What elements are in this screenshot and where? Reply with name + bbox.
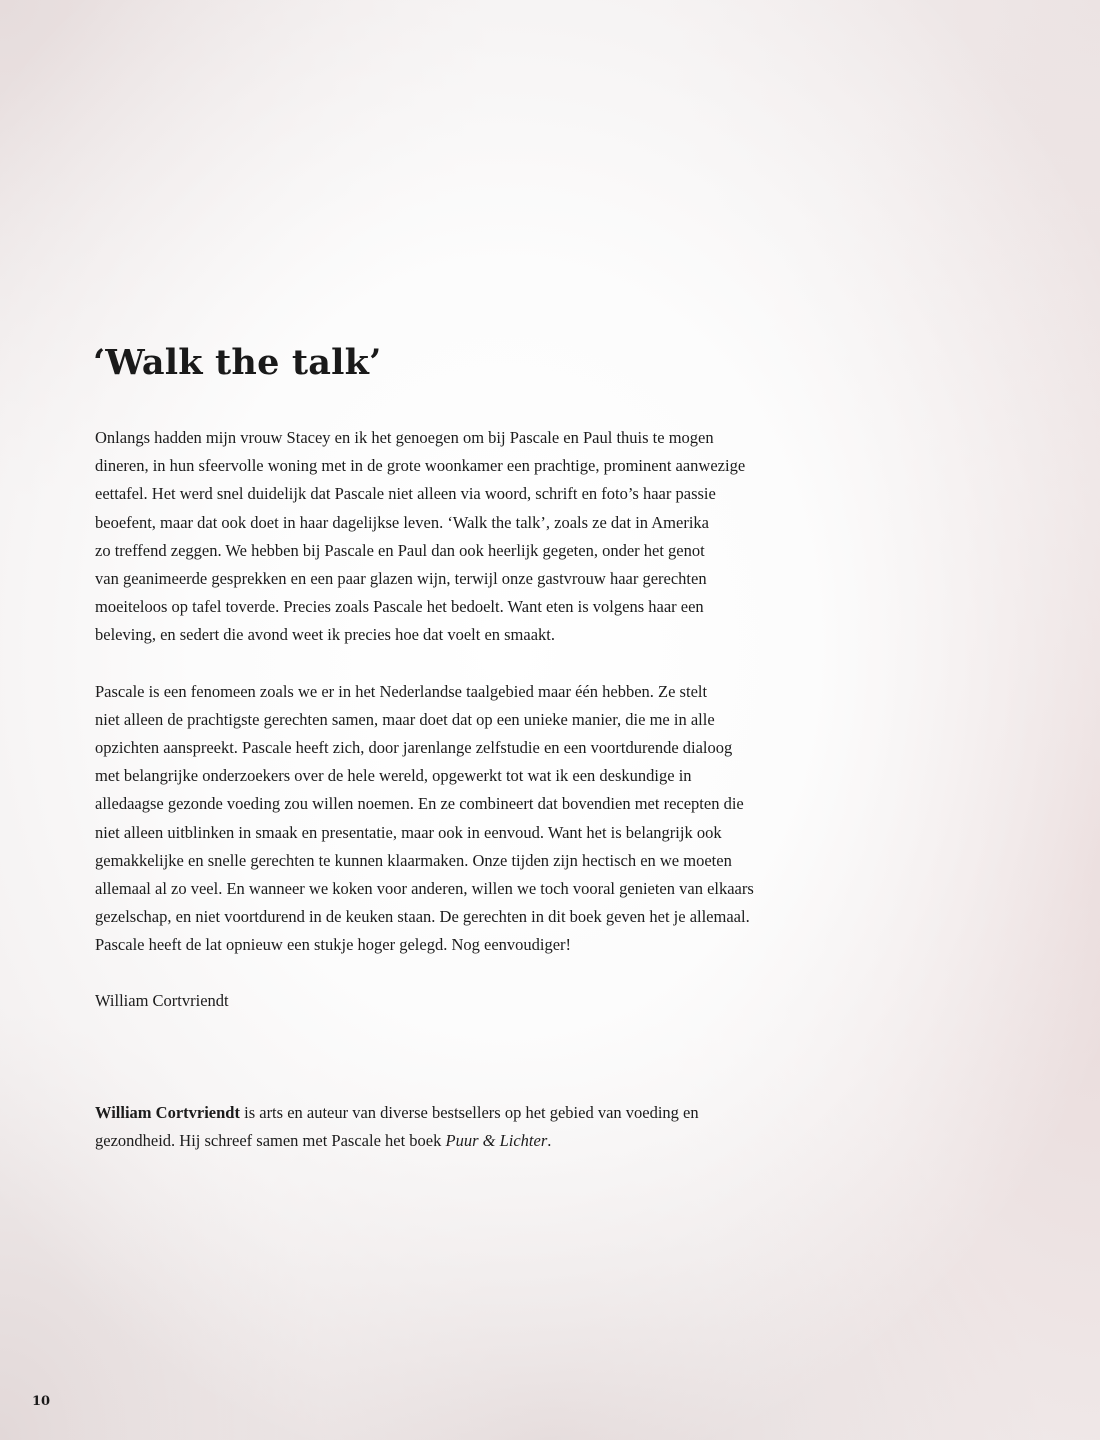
bio-text: .	[547, 1131, 552, 1151]
foreword-body	[95, 424, 875, 960]
paragraph-2	[95, 678, 875, 960]
text-line: van geanimeerde gesprekken en een paar glazen wijn, terwijl onze gastvrouw haar gerechten	[95, 568, 707, 588]
text-line: zo treffend zeggen. We hebben bij Pascale en Paul dan ook heerlijk gegeten, onder het genot	[95, 540, 705, 560]
text-line: Pascale heeft de lat opnieuw een stukje hoger gelegd. Nog eenvoudiger!	[95, 935, 572, 955]
bio-text: is arts en auteur van diverse bestsellers op het gebied van voeding en	[239, 1103, 699, 1122]
page-title: ‘Walk the talk’	[93, 342, 382, 383]
bio-author-name: William Cortvriendt	[95, 1103, 240, 1122]
text-line: alledaagse gezonde voeding zou willen noemen. En ze combineert dat bovendien met recepten die	[95, 794, 744, 814]
text-line: Pascale is een fenomeen zoals we er in het Nederlandse taalgebied maar één hebben. Ze stelt	[95, 681, 708, 701]
page-number: 10	[32, 1394, 51, 1409]
text-line: gezelschap, en niet voortdurend in de keuken staan. De gerechten in dit boek geven het je allemaal.	[95, 907, 750, 927]
paragraph-1	[95, 424, 875, 650]
bio-line-1	[95, 1099, 875, 1127]
text-line: niet alleen uitblinken in smaak en presentatie, maar ook in eenvoud. Want het is belangrijk ook	[95, 822, 722, 842]
text-line: gemakkelijke en snelle gerechten te kunnen klaarmaken. Onze tijden zijn hectisch en we moeten	[95, 850, 732, 870]
text-line: moeiteloos op tafel toverde. Precies zoals Pascale het bedoelt. Want eten is volgens haar een	[95, 597, 704, 617]
text-line: beleving, en sedert die avond weet ik precies hoe dat voelt en smaakt.	[95, 625, 556, 645]
text-line: eettafel. Het werd snel duidelijk dat Pascale niet alleen via woord, schrift en foto’s haar passie	[95, 484, 716, 504]
text-line: opzichten aanspreekt. Pascale heeft zich, door jarenlange zelfstudie en een voortdurende dialoog	[95, 738, 733, 758]
text-line: Onlangs hadden mijn vrouw Stacey en ik het genoegen om bij Pascale en Paul thuis te mogen	[95, 428, 714, 447]
text-line: niet alleen de prachtigste gerechten samen, maar doet dat op een unieke manier, die me in alle	[95, 709, 715, 729]
paragraph-gap	[95, 650, 875, 678]
text-line: allemaal al zo veel. En wanneer we koken voor anderen, willen we toch vooral genieten van elkaars	[95, 879, 754, 898]
text-line: dineren, in hun sfeervolle woning met in de grote woonkamer een prachtige, prominent aanwezige	[95, 456, 746, 476]
bio-book-title: Puur & Lichter	[445, 1131, 548, 1151]
author-signature: William Cortvriendt	[95, 991, 229, 1010]
bio-line-2	[95, 1127, 875, 1155]
bio-text: gezondheid. Hij schreef samen met Pascale het boek	[95, 1131, 446, 1151]
author-bio	[95, 1099, 875, 1155]
text-line: beoefent, maar dat ook doet in haar dagelijkse leven. ‘Walk the talk’, zoals ze dat in Amerika	[95, 512, 709, 532]
text-line: met belangrijke onderzoekers over de hele wereld, opgewerkt tot wat ik een deskundige in	[95, 766, 692, 786]
